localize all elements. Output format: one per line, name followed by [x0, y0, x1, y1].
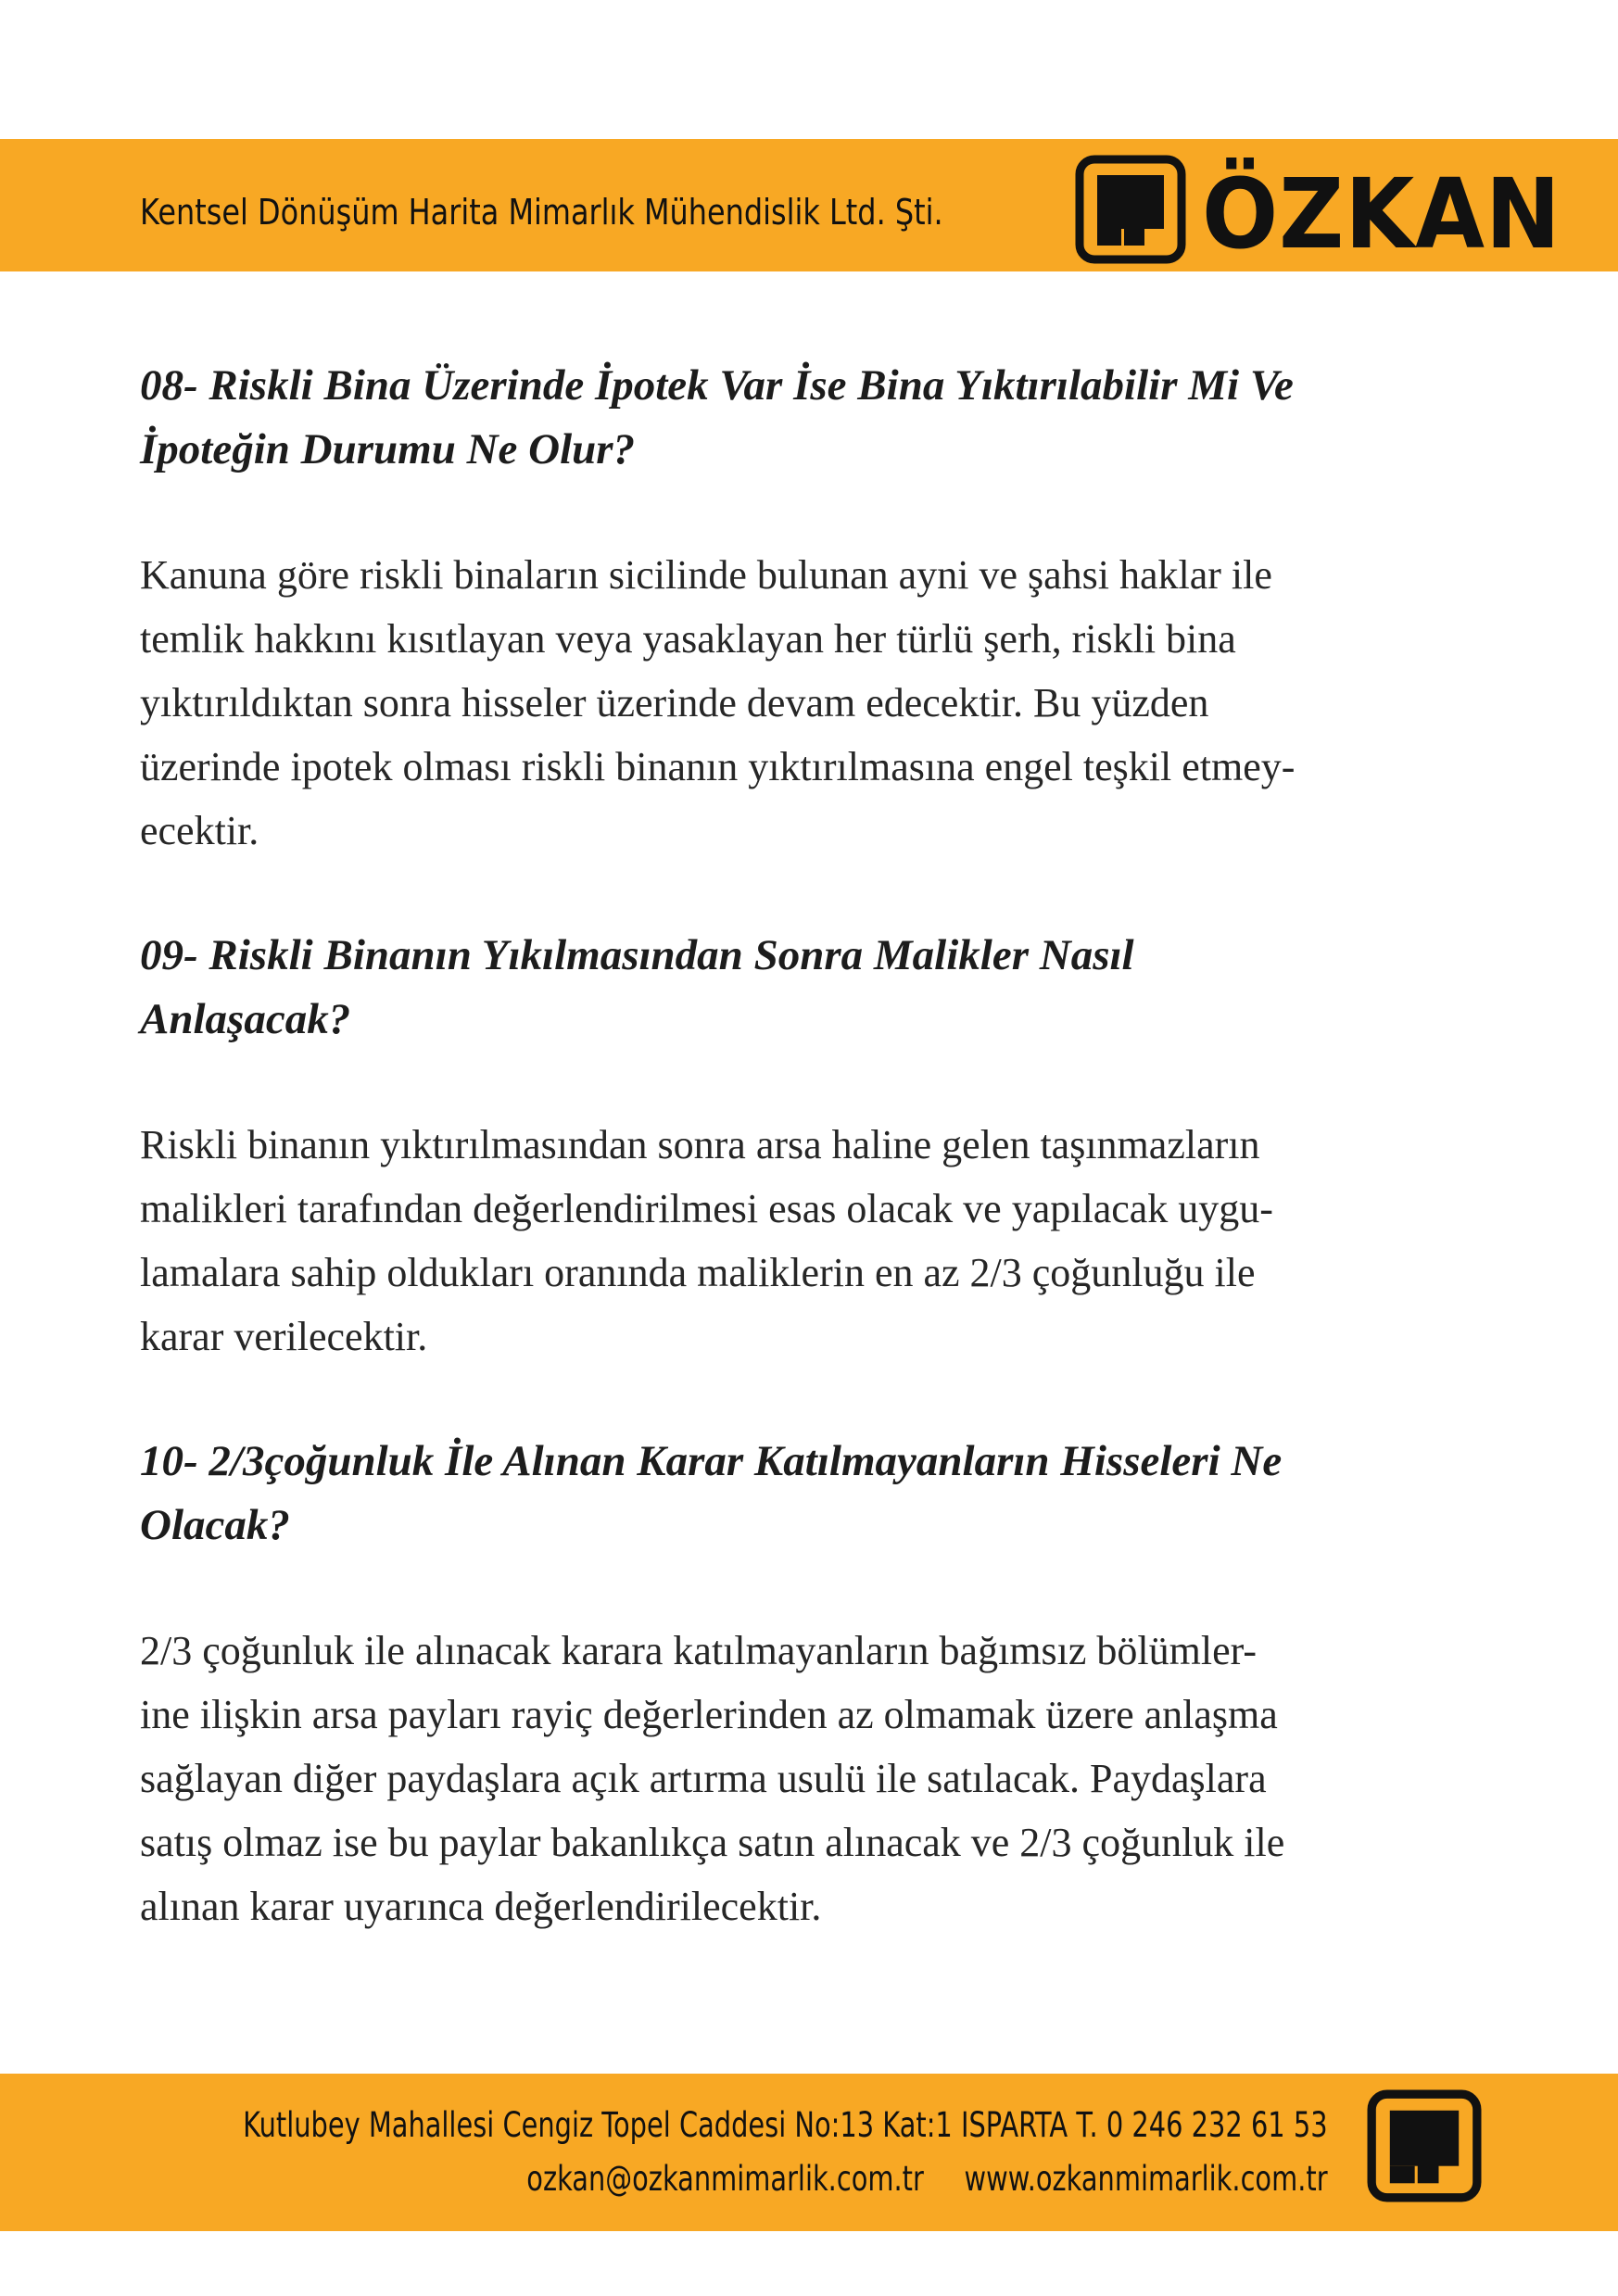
faq-answer — [140, 543, 1484, 863]
answer-line: satış olmaz ise bu paylar bakanlıkça satın alınacak ve 2/3 çoğunluk ile — [140, 1820, 1285, 1865]
answer-line: ecektir. — [140, 808, 259, 853]
answer-line: Kanuna göre riskli binaların sicilinde bulunan ayni ve şahsi haklar ile — [140, 552, 1272, 598]
answer-line: malikleri tarafından değerlendirilmesi esas olacak ve yapılacak uygu- — [140, 1186, 1273, 1231]
footer-contact — [244, 2099, 1328, 2206]
faq-question — [140, 924, 1484, 1052]
answer-line: karar verilecektir. — [140, 1314, 428, 1359]
brand-name: ÖZKAN — [1202, 158, 1561, 271]
ozkan-logo-icon — [1367, 2089, 1482, 2202]
answer-line: sağlayan diğer paydaşlara açık artırma usulü ile satılacak. Paydaşlara — [140, 1756, 1267, 1801]
question-line: İpoteğin Durumu Ne Olur? — [140, 425, 636, 473]
question-line: Olacak? — [140, 1501, 290, 1549]
faq-answer — [140, 1619, 1484, 1938]
faq-content — [140, 354, 1484, 2000]
question-line: 09- Riskli Binanın Yıkılmasından Sonra Malikler Nasıl — [140, 931, 1134, 979]
question-line: 08- Riskli Bina Üzerinde İpotek Var İse Bina Yıktırılabilir Mi Ve — [140, 361, 1294, 410]
answer-line: 2/3 çoğunluk ile alınacak karara katılmayanların bağımsız bölümler- — [140, 1628, 1258, 1673]
company-name: Kentsel Dönüşüm Harita Mimarlık Mühendislik Ltd. Şti. — [140, 192, 943, 233]
answer-line: ine ilişkin arsa payları rayiç değerlerinden az olmamak üzere anlaşma — [140, 1692, 1278, 1737]
faq-item — [140, 924, 1484, 1369]
faq-item — [140, 354, 1484, 863]
question-line: 10- 2/3çoğunluk İle Alınan Karar Katılmayanların Hisseleri Ne — [140, 1437, 1283, 1485]
email-link[interactable]: ozkan@ozkanmimarlik.com.tr — [526, 2159, 925, 2199]
answer-line: üzerinde ipotek olması riskli binanın yıktırılmasına engel teşkil etmey- — [140, 744, 1296, 789]
answer-line: alınan karar uyarınca değerlendirilecektir. — [140, 1884, 822, 1929]
answer-line: lamalara sahip oldukları oranında maliklerin en az 2/3 çoğunluğu ile — [140, 1250, 1256, 1295]
footer-address: Kutlubey Mahallesi Cengiz Topel Caddesi No:13 Kat:1 ISPARTA T. 0 246 232 61 53 — [243, 2105, 1328, 2145]
question-line: Anlaşacak? — [140, 995, 351, 1043]
faq-question — [140, 354, 1484, 482]
answer-line: temlik hakkını kısıtlayan veya yasaklayan her türlü şerh, riskli bina — [140, 616, 1236, 662]
faq-item — [140, 1430, 1484, 1938]
ozkan-logo-icon — [1075, 155, 1186, 264]
website-link[interactable]: www.ozkanmimarlik.com.tr — [964, 2159, 1328, 2199]
answer-line: yıktırıldıktan sonra hisseler üzerinde devam edecektir. Bu yüzden — [140, 680, 1209, 725]
footer-links — [244, 2152, 1328, 2206]
answer-line: Riskli binanın yıktırılmasından sonra arsa haline gelen taşınmazların — [140, 1122, 1260, 1167]
faq-answer — [140, 1113, 1484, 1369]
faq-question — [140, 1430, 1484, 1558]
